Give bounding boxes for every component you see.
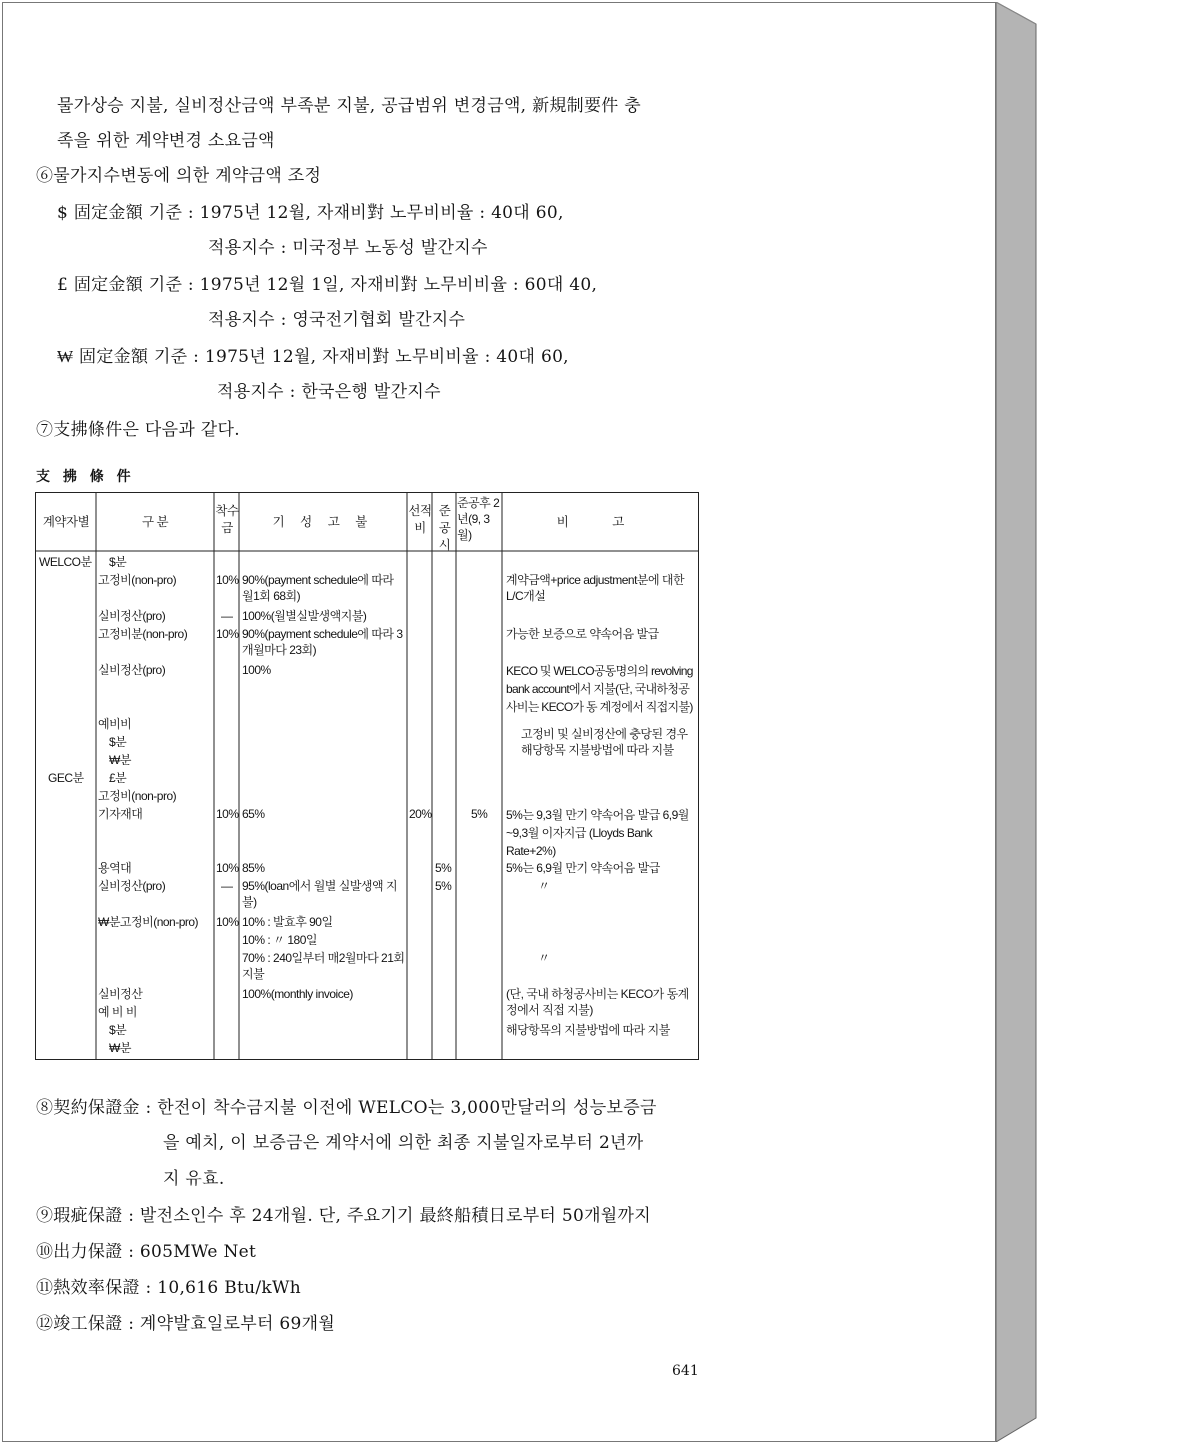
row-item: ₩분고정비(non-pro) bbox=[98, 915, 199, 929]
header-contractor: 계약자별 bbox=[42, 515, 90, 529]
row-progress: 85% bbox=[242, 861, 265, 875]
row-item: $분 bbox=[109, 735, 127, 749]
row-progress: 100% bbox=[242, 663, 271, 677]
row-remarks: 계약금액+price adjustment분에 대한 L/C개설 bbox=[506, 573, 685, 603]
row-item: ₩분 bbox=[109, 1041, 131, 1055]
row-item: £분 bbox=[109, 771, 127, 785]
row-progress: 90%(payment schedule에 따라 3개월마다 23회) bbox=[242, 627, 403, 657]
won-fixed-basis: ₩ 固定金額 기준 : 1975년 12월, 자재비對 노무비비율 : 40대 60, bbox=[57, 347, 569, 367]
row-item: $분 bbox=[109, 1023, 127, 1037]
contractor-gec: GEC분 bbox=[48, 771, 84, 785]
section-8-line-2: 을 예치, 이 보증금은 계약서에 의한 최종 지불일자로부터 2년까 bbox=[163, 1133, 644, 1153]
text-line-2: 족을 위한 계약변경 소요금액 bbox=[57, 131, 275, 151]
page-number: 641 bbox=[672, 1363, 699, 1379]
row-down: 10% bbox=[216, 807, 239, 821]
header-progress-payment: 기 성 고 불 bbox=[272, 515, 374, 529]
section-11: ⑪熱效率保證 : 10,616 Btu/kWh bbox=[36, 1278, 302, 1298]
row-remarks: 5%는 6,9월 만기 약속어음 발급 bbox=[506, 861, 660, 875]
row-progress: 100%(월별실발생액지불) bbox=[242, 609, 367, 623]
dollar-index: 적용지수 : 미국정부 노동성 발간지수 bbox=[208, 238, 488, 258]
table-title: 支 拂 條 件 bbox=[36, 469, 135, 485]
row-down: 10% bbox=[216, 627, 239, 641]
row-progress: 70% : 240일부터 매2월마다 21회 지불 bbox=[242, 951, 405, 981]
section-12: ⑫竣工保證 : 계약발효일로부터 69개월 bbox=[36, 1314, 336, 1334]
section-8-line-3: 지 유효. bbox=[163, 1169, 225, 1189]
text-line-1: 물가상승 지불, 실비정산금액 부족분 지불, 공급범위 변경금액, 新規制要件 충 bbox=[57, 96, 642, 116]
row-item: 고정비(non-pro) bbox=[98, 573, 177, 587]
row-remarks: (단, 국내 하청공사비는 KECO가 동계정에서 직접 지불) bbox=[506, 987, 689, 1017]
pound-index: 적용지수 : 영국전기협회 발간지수 bbox=[208, 310, 466, 330]
header-after-completion: 준공후 2년(9, 3월) bbox=[457, 496, 500, 542]
row-item: 실비정산(pro) bbox=[98, 879, 166, 893]
row-progress: 90%(payment schedule에 따라 월1회 68회) bbox=[242, 573, 394, 603]
row-completion: 5% bbox=[435, 861, 452, 875]
row-progress: 10% : 〃 180일 bbox=[242, 933, 317, 947]
row-progress: 100%(monthly invoice) bbox=[242, 987, 353, 1001]
row-after-completion: 5% bbox=[471, 807, 488, 821]
row-item: 용역대 bbox=[98, 861, 132, 875]
row-remarks: 고정비 및 실비정산에 충당된 경우 해당항목 지불방법에 따라 지불 bbox=[521, 727, 688, 757]
header-remarks: 비 고 bbox=[556, 515, 645, 529]
pound-fixed-basis: £ 固定金額 기준 : 1975년 12월 1일, 자재비對 노무비비율 : 60대 40, bbox=[57, 275, 598, 295]
row-shipment: 20% bbox=[409, 807, 432, 821]
row-down: 10% bbox=[216, 861, 239, 875]
section-9: ⑨瑕疵保證 : 발전소인수 후 24개월. 단, 주요기기 最終船積日로부터 50개월까지 bbox=[36, 1206, 651, 1226]
section-7-heading: ⑦支拂條件은 다음과 같다. bbox=[36, 420, 240, 440]
header-down-payment: 착수금 bbox=[215, 504, 239, 535]
row-progress: 95%(loan에서 월별 실발생액 지불) bbox=[242, 879, 398, 909]
header-shipment: 선적비 bbox=[408, 504, 432, 535]
contractor-welco: WELCO분 bbox=[39, 555, 92, 569]
section-8-line-1: ⑧契約保證金 : 한전이 착수금지불 이전에 WELCO는 3,000만달러의 성능보증금 bbox=[36, 1098, 657, 1118]
row-completion: 5% bbox=[435, 879, 452, 893]
row-item: ₩분 bbox=[109, 753, 131, 767]
row-item: 예비비 bbox=[98, 717, 132, 731]
row-remarks: 〃 bbox=[538, 951, 550, 965]
page-stack-edge bbox=[996, 2, 1042, 1442]
row-item: 예 비 비 bbox=[98, 1005, 137, 1019]
row-item: 실비정산(pro) bbox=[98, 663, 166, 677]
payment-terms-table bbox=[35, 492, 699, 1060]
row-remarks: 해당항목의 지불방법에 따라 지불 bbox=[506, 1023, 670, 1037]
section-6-heading: ⑥물가지수변동에 의한 계약금액 조정 bbox=[36, 166, 322, 186]
row-remarks: 5%는 9,3월 만기 약속어음 발급 6,9월 ~9,3월 이자지급 (Lloyds Bank Rate+2%) bbox=[506, 808, 689, 858]
row-item: 기자재대 bbox=[98, 807, 143, 821]
dollar-fixed-basis: $ 固定金額 기준 : 1975년 12월, 자재비對 노무비비율 : 40대 60, bbox=[57, 203, 564, 223]
won-index: 적용지수 : 한국은행 발간지수 bbox=[217, 382, 441, 402]
row-down: 10% bbox=[216, 915, 239, 929]
row-progress: 10% : 발효후 90일 bbox=[242, 915, 333, 929]
section-10: ⑩出力保證 : 605MWe Net bbox=[36, 1242, 257, 1262]
row-item: 실비정산(pro) bbox=[98, 609, 166, 623]
row-remarks: KECO 및 WELCO공동명의의 revolving bank account에서 지불(단, 국내하청공사비는 KECO가 동 계정에서 직접지불) bbox=[506, 664, 693, 714]
row-item: $분 bbox=[109, 555, 127, 569]
row-item: 고정비분(non-pro) bbox=[98, 627, 188, 641]
header-completion: 준공시 bbox=[438, 504, 451, 552]
row-item: 실비정산 bbox=[98, 987, 143, 1001]
row-item: 고정비(non-pro) bbox=[98, 789, 177, 803]
row-remarks: 가능한 보증으로 약속어음 발급 bbox=[506, 627, 659, 641]
row-down: — bbox=[221, 879, 233, 893]
row-down: — bbox=[221, 609, 233, 623]
row-remarks: 〃 bbox=[538, 879, 550, 893]
header-category: 구 분 bbox=[141, 515, 169, 529]
row-down: 10% bbox=[216, 573, 239, 587]
row-progress: 65% bbox=[242, 807, 265, 821]
